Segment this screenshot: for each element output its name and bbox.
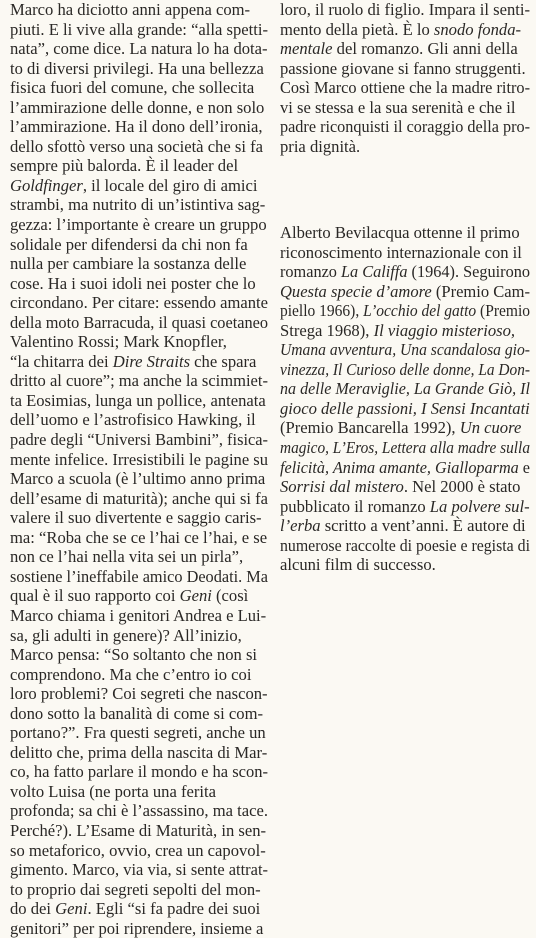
text-line	[10, 743, 273, 763]
text-line	[10, 78, 273, 98]
text-segment: . Nel 2000 è stato	[403, 477, 521, 497]
text-segment: vi se stessa e la sua serenità e che il	[280, 97, 516, 117]
text-segment: non ce l’hai nella vita sei un pirla”,	[10, 547, 244, 567]
text-line	[10, 684, 273, 704]
text-segment: circondano. Per citare: essendo amante	[10, 293, 268, 313]
text-line	[280, 20, 536, 40]
text-line	[10, 39, 273, 59]
text-segment: loro, il ruolo di figlio. Impara il senti-	[280, 0, 530, 19]
text-line	[280, 223, 536, 243]
text-line	[10, 59, 273, 79]
text-line	[280, 59, 536, 79]
text-line	[280, 418, 536, 438]
text-segment: delitto che, prima della nascita di Mar-	[10, 742, 268, 762]
text-line	[10, 450, 272, 470]
text-segment: . Egli “si fa padre dei suoi	[87, 899, 261, 919]
text-line	[10, 586, 273, 606]
italic-text: mentale	[280, 39, 333, 59]
text-segment: pubblicato il romanzo	[280, 496, 430, 516]
text-line	[10, 860, 270, 880]
text-line	[280, 39, 536, 59]
text-line	[280, 497, 536, 517]
text-segment: del romanzo. Gli anni della	[332, 39, 518, 59]
italic-text: Un cuore	[459, 418, 522, 438]
italic-text: Geni	[55, 899, 88, 919]
italic-text: La polvere sul-	[429, 496, 530, 516]
text-line	[280, 0, 535, 20]
text-line	[280, 262, 536, 282]
text-segment: to proprio dai segreti sepolti del mon-	[10, 879, 261, 899]
text-line	[10, 274, 273, 294]
text-segment: Strega 1968),	[280, 320, 374, 340]
text-segment: strambi, ma nutrito di un’istintiva sag-	[10, 195, 266, 215]
text-line	[10, 313, 268, 333]
text-line	[280, 301, 533, 321]
text-segment: che spara	[190, 351, 257, 371]
text-line	[10, 20, 273, 40]
text-line	[10, 547, 273, 567]
text-segment: dell’uomo e l’astrofisico Hawking, il	[10, 410, 256, 430]
italic-text: L’occhio del gatto	[363, 301, 477, 321]
text-segment: qual è il suo rapporto coi	[10, 586, 180, 606]
text-segment: mente infelice. Irresistibili le pagine su	[10, 449, 268, 469]
text-segment: sa, gli adulti in genere)? All’inizio,	[10, 625, 242, 645]
text-line	[280, 282, 536, 302]
italic-text: Goldfinger	[10, 175, 83, 195]
text-segment: cose. Ha i suoi idoli nei poster che lo	[10, 273, 256, 293]
text-segment: mento della pietà. È lo	[280, 19, 434, 39]
text-segment: ma: “Roba che se ce l’hai ce l’hai, e se	[10, 527, 268, 547]
text-line	[280, 321, 536, 341]
text-line	[10, 489, 272, 509]
text-line	[10, 195, 273, 215]
text-segment: l’ammirazione. Ha il dono dell’ironia,	[10, 117, 263, 137]
text-line	[10, 782, 273, 802]
text-segment: padre riconquisti il coraggio della pro-	[280, 117, 530, 137]
text-segment: dello sfottò verso una società che si fa	[10, 136, 263, 156]
text-line	[10, 626, 273, 646]
text-segment: loro problemi? Coi segreti che nascon-	[10, 684, 268, 704]
text-line	[10, 98, 273, 118]
text-line	[10, 430, 270, 450]
text-segment: Marco chiama i genitori Andrea e Lui-	[10, 605, 267, 625]
text-segment: solidale per difendersi da chi non fa	[10, 234, 248, 254]
italic-text: snodo fonda-	[433, 19, 522, 39]
text-line	[10, 137, 273, 157]
text-line	[10, 567, 268, 587]
text-segment: alcuni film di successo.	[280, 555, 436, 575]
text-segment: comprendono. Ma che c’entro io coi	[10, 664, 252, 684]
text-segment: valere il suo divertente e saggio caris-	[10, 508, 262, 528]
italic-text: magico, L’Eros, Lettera alla madre sulla	[280, 438, 530, 458]
text-line	[10, 117, 273, 137]
italic-text: Sorrisi dal mistero	[280, 477, 404, 497]
text-line	[280, 516, 536, 536]
italic-text: Questa specie d’amore	[280, 281, 432, 301]
italic-text: vinezza, Il Curioso delle donne, La Don-	[280, 359, 530, 379]
text-line	[10, 352, 273, 372]
text-segment: Marco ha diciotto anni appena com-	[10, 0, 251, 19]
text-line	[280, 78, 531, 98]
text-segment: scritto a vent’anni. È autore di	[320, 516, 526, 536]
text-segment: volto Luisa (ne porta una ferita	[10, 781, 216, 801]
italic-text: Dire Straits	[112, 351, 191, 371]
text-segment: numerose raccolte di poesie e regista di	[280, 535, 530, 555]
italic-text: Il viaggio misterioso,	[373, 320, 516, 340]
text-line	[280, 477, 536, 497]
text-line	[280, 399, 536, 419]
text-segment: fisica fuori del comune, che sollecita	[10, 78, 255, 98]
text-segment: (Premio Cam-	[431, 281, 530, 301]
text-segment: Marco a scuola (è l’ultimo anno prima	[10, 469, 266, 489]
text-segment: so metaforico, ovvio, crea un capovol-	[10, 840, 266, 860]
text-segment: do dei	[10, 899, 56, 919]
text-line	[10, 215, 273, 235]
right-column-bottom	[280, 223, 536, 575]
text-segment: to di diversi privilegi. Ha una bellezza	[10, 58, 264, 78]
text-line	[280, 379, 536, 399]
italic-text: Geni	[179, 586, 212, 606]
text-line	[10, 606, 273, 626]
italic-text: La Califfa	[341, 262, 408, 282]
text-line	[280, 438, 530, 458]
text-line	[10, 508, 273, 528]
text-line	[10, 899, 273, 919]
text-line	[10, 371, 272, 391]
text-segment: gezza: l’importante è creare un gruppo	[10, 215, 267, 235]
text-segment: dritto al cuore”; ma anche la scimmiet-	[10, 371, 268, 391]
text-segment: (così	[211, 586, 249, 606]
text-line	[10, 821, 273, 841]
text-line	[280, 555, 536, 575]
text-segment: Valentino Rossi; Mark Knopfler,	[10, 332, 227, 352]
text-segment: , il locale del giro di amici	[82, 175, 258, 195]
text-segment: e	[518, 457, 530, 477]
text-segment: della moto Barracuda, il quasi coetaneo	[10, 312, 268, 332]
text-line	[280, 98, 536, 118]
text-segment: co, ha fatto parlare il mondo e ha scon-	[10, 762, 268, 782]
text-segment: ta Eosimias, lunga un pollice, antenata	[10, 390, 266, 410]
text-line	[10, 528, 273, 548]
text-segment: sempre più balorda. È il leader del	[10, 156, 239, 176]
text-line	[10, 801, 273, 821]
text-segment: Marco pensa: “So soltanto che non si	[10, 645, 258, 665]
text-line	[10, 235, 273, 255]
text-line	[10, 723, 273, 743]
right-column-top	[280, 0, 536, 156]
text-line	[280, 117, 530, 137]
text-line	[10, 176, 273, 196]
text-segment: profonda; sa chi è l’assassino, ma tace.	[10, 801, 268, 821]
text-segment: sostiene l’ineffabile amico Deodati. Ma	[10, 566, 268, 586]
text-segment: dono sotto la banalità di come si com-	[10, 703, 263, 723]
text-segment: pria dignità.	[280, 136, 361, 156]
text-segment: portano?”. Fra questi segreti, anche un	[10, 723, 266, 743]
text-segment: (Premio	[476, 301, 530, 321]
text-line	[10, 156, 273, 176]
text-segment: (Premio Bancarella 1992),	[280, 418, 460, 438]
text-line	[10, 391, 273, 411]
text-segment: Alberto Bevilacqua ottenne il primo	[280, 223, 520, 242]
italic-text: na delle Meraviglie, La Grande Giò, Il	[280, 379, 530, 399]
text-line	[10, 254, 273, 274]
text-segment: (1964). Seguirono	[407, 262, 530, 282]
text-segment: passione giovane si fanno struggenti.	[280, 58, 526, 78]
text-segment: Così Marco ottiene che la madre ritro-	[280, 78, 530, 98]
text-line	[280, 137, 536, 157]
text-line	[280, 360, 530, 380]
left-column	[10, 0, 273, 938]
text-line	[10, 665, 273, 685]
text-segment: romanzo	[280, 262, 342, 282]
text-segment: dell’esame di maturità); anche qui si fa	[10, 488, 268, 508]
text-segment: piello 1966),	[280, 301, 364, 321]
text-segment: riconoscimento internazionale con il	[280, 242, 522, 262]
text-line	[10, 332, 273, 352]
text-segment: nata”, come dice. La natura lo ha dota-	[10, 39, 268, 59]
text-line	[280, 536, 536, 556]
text-line	[10, 704, 273, 724]
text-segment: nulla per cambiare la sostanza delle	[10, 254, 247, 274]
text-line	[280, 243, 536, 263]
text-line	[280, 458, 536, 478]
text-line	[10, 762, 271, 782]
text-segment: “la chitarra dei	[10, 351, 113, 371]
text-segment: gimento. Marco, via via, si sente attrat-	[10, 860, 268, 880]
text-line	[10, 469, 273, 489]
italic-text: felicità, Anima amante, Gialloparma	[280, 457, 519, 477]
text-line	[10, 880, 273, 900]
italic-text: Umana avventura, Una scandalosa gio-	[280, 340, 530, 360]
text-line	[280, 340, 534, 360]
italic-text: l’erba	[280, 516, 321, 536]
text-segment: Perché?). L’Esame di Maturità, in sen-	[10, 820, 267, 840]
text-segment: l’ammirazione delle donne, e non solo	[10, 97, 265, 117]
text-line	[10, 410, 273, 430]
text-line	[10, 841, 273, 861]
text-segment: padre degli “Universi Bambini”, fisica-	[10, 430, 268, 450]
text-segment: piuti. E li vive alla grande: “alla spetti-	[10, 19, 268, 39]
text-segment: genitori” per poi riprendere, insieme a	[10, 918, 264, 938]
text-line	[10, 919, 273, 938]
italic-text: gioco delle passioni, I Sensi Incantati	[280, 398, 530, 418]
text-line	[10, 0, 273, 20]
text-line	[10, 645, 273, 665]
text-line	[10, 293, 272, 313]
